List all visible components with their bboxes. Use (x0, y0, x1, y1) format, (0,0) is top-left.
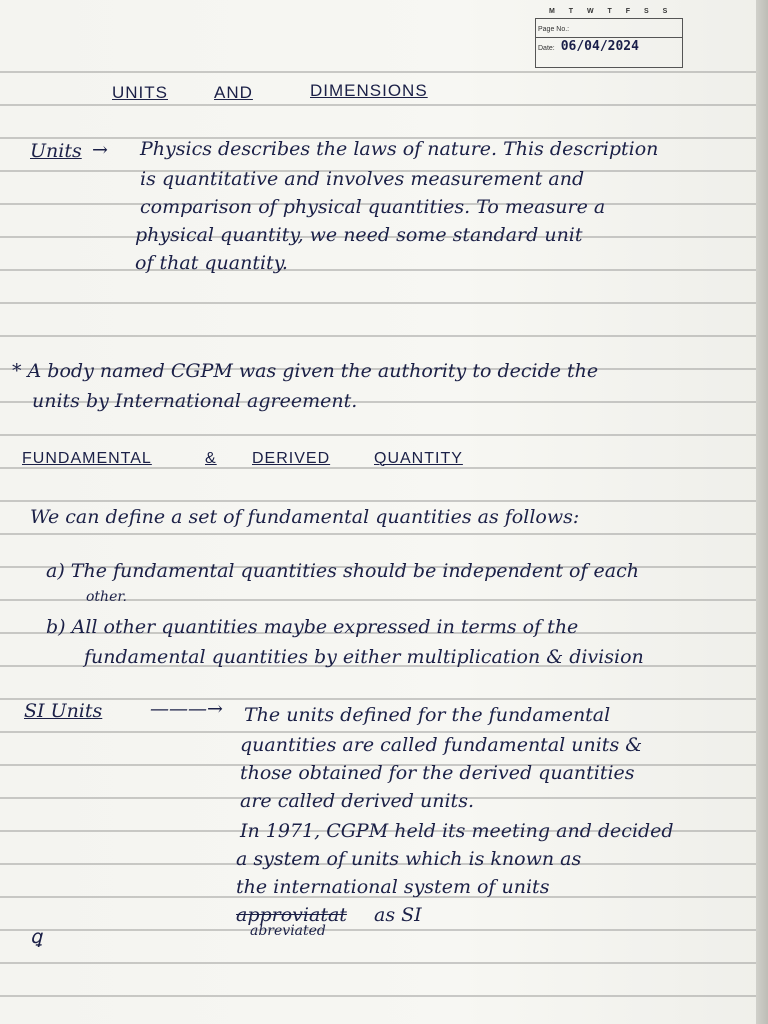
point-b-line-1: b) All other quantities maybe expressed in terms of the (46, 616, 579, 638)
heading-quantity: QUANTITY (374, 450, 463, 467)
si-line-8: as SI (374, 904, 422, 926)
date-label: Date: (538, 45, 555, 52)
cgpm-note-line-2: units by International agreement. (32, 390, 358, 412)
notebook-binding-edge (756, 0, 768, 1024)
si-units-heading: SI Units (24, 700, 103, 722)
page-number-label: Page No.: (538, 26, 570, 33)
si-struck-word: approviatat (236, 904, 347, 926)
page-date-box (535, 18, 683, 68)
cgpm-note-line-1: * A body named CGPM was given the authority to decide the (12, 360, 599, 382)
units-arrow: → (92, 139, 108, 161)
point-a-line-1: a) The fundamental quantities should be independent of each (46, 560, 639, 582)
units-heading: Units (30, 140, 82, 162)
si-line-5: In 1971, CGPM held its meeting and decided (240, 820, 674, 842)
si-correction: abreviated (250, 923, 326, 939)
title-word-units: UNITS (112, 83, 168, 102)
title-word-dimensions: DIMENSIONS (310, 81, 428, 100)
date-value: 06/04/2024 (560, 39, 639, 54)
margin-mark: ꝗ (30, 926, 43, 948)
units-line-2: is quantitative and involves measurement and (140, 168, 585, 190)
heading-derived: DERIVED (252, 450, 331, 467)
si-line-6: a system of units which is known as (236, 848, 582, 870)
si-units-arrow: ———→ (150, 698, 223, 720)
date-header-box (535, 8, 683, 58)
fundamental-intro: We can define a set of fundamental quantities as follows: (30, 506, 580, 528)
weekday-strip: M T W T F S S (549, 8, 674, 15)
date-row (536, 37, 682, 56)
heading-fundamental: FUNDAMENTAL (22, 450, 152, 467)
heading-ampersand: & (205, 450, 217, 467)
si-line-1: The units defined for the fundamental (244, 704, 611, 726)
point-a-line-2: other. (86, 589, 127, 605)
point-b-line-2: fundamental quantities by either multiplication & division (84, 646, 644, 668)
si-line-3: those obtained for the derived quantities (240, 762, 635, 784)
units-line-3: comparison of physical quantities. To measure a (140, 196, 606, 218)
page-number-row (536, 19, 682, 37)
units-line-4: physical quantity, we need some standard unit (135, 224, 583, 246)
si-line-4: are called derived units. (240, 790, 474, 812)
units-line-1: Physics describes the laws of nature. This description (140, 138, 659, 160)
title-word-and: AND (214, 83, 253, 102)
si-line-7: the international system of units (236, 876, 550, 898)
si-line-2: quantities are called fundamental units & (240, 734, 643, 756)
units-line-5: of that quantity. (135, 252, 288, 274)
